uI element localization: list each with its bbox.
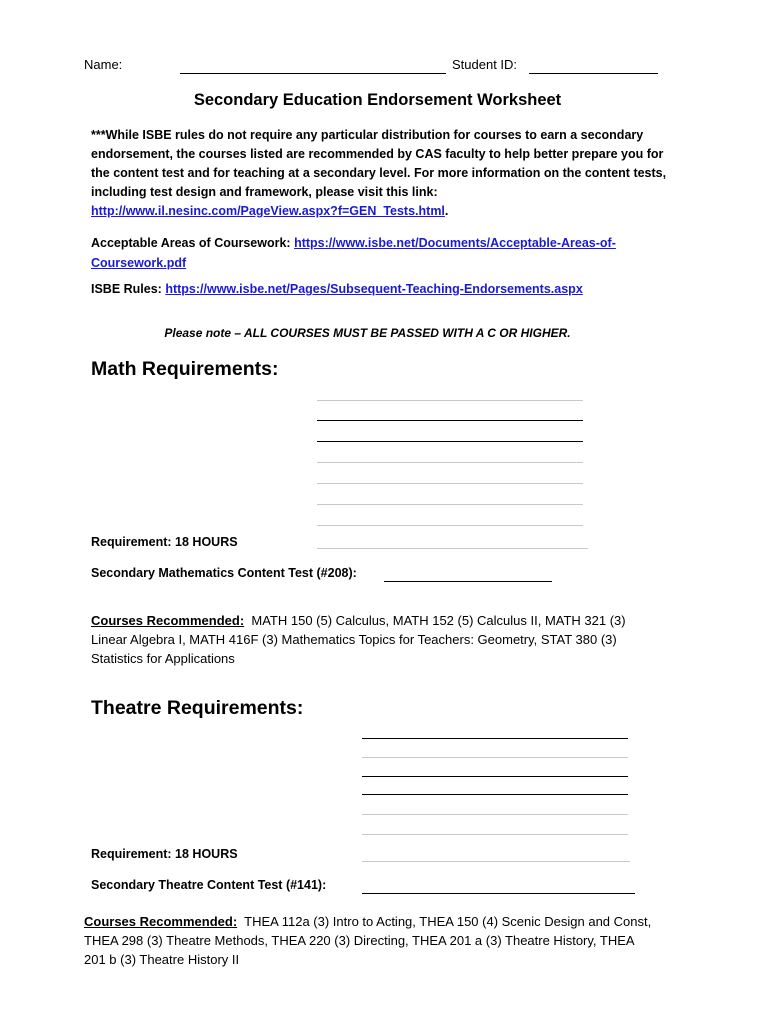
- math-heading: Math Requirements:: [91, 358, 279, 380]
- acceptable-areas: [91, 233, 671, 273]
- acceptable-areas-label: Acceptable Areas of Coursework:: [91, 236, 295, 250]
- math-course-line[interactable]: [317, 441, 583, 442]
- math-course-line[interactable]: [317, 420, 583, 421]
- math-content-test-label: Secondary Mathematics Content Test (#208):: [91, 566, 357, 580]
- math-courses-label: Courses Recommended:: [91, 613, 245, 628]
- theatre-course-line[interactable]: [362, 814, 628, 815]
- student-id-label: Student ID:: [452, 57, 518, 72]
- theatre-hours-line[interactable]: [362, 861, 630, 862]
- isbe-rules-label: ISBE Rules:: [91, 282, 166, 296]
- theatre-course-line[interactable]: [362, 738, 628, 739]
- isbe-rules: [91, 282, 691, 296]
- theatre-heading: Theatre Requirements:: [91, 697, 304, 719]
- theatre-courses-recommended: [84, 912, 654, 969]
- intro-paragraph: [91, 126, 671, 221]
- student-id-field[interactable]: [529, 73, 658, 74]
- math-requirement: Requirement: 18 HOURS: [91, 535, 238, 549]
- math-course-line[interactable]: [317, 483, 583, 484]
- name-field[interactable]: [180, 73, 446, 74]
- theatre-course-line[interactable]: [362, 794, 628, 795]
- math-courses-text: MATH 150 (5) Calculus, MATH 152 (5) Calculus II, MATH 321 (3) Linear Algebra I, MATH 416F (3) Mathematics Topics for Teachers: Geometry, STAT 380 (3) Statistics for Applications: [91, 613, 626, 666]
- math-content-test-field[interactable]: [384, 581, 552, 582]
- math-course-line[interactable]: [317, 400, 583, 401]
- page-title: Secondary Education Endorsement Worksheet: [193, 91, 562, 109]
- theatre-content-test-field[interactable]: [362, 893, 635, 894]
- intro-text: ***While ISBE rules do not require any particular distribution for courses to earn a secondary endorsement, the courses listed are recommended by CAS faculty to help better prepare you for the content test and for teaching at a secondary level. For more information on the content tests, including test design and framework, please visit this link:: [91, 128, 667, 199]
- theatre-courses-label: Courses Recommended:: [84, 914, 238, 929]
- isbe-rules-link[interactable]: https://www.isbe.net/Pages/Subsequent-Teaching-Endorsements.aspx: [165, 282, 583, 296]
- theatre-course-line[interactable]: [362, 834, 628, 835]
- theatre-courses-text: THEA 112a (3) Intro to Acting, THEA 150 (4) Scenic Design and Const, THEA 298 (3) Theatre Methods, THEA 220 (3) Directing, THEA 201 a (3) Theatre History, THEA 201 b (3) Theatre History II: [84, 914, 652, 967]
- content-tests-link[interactable]: http://www.il.nesinc.com/PageView.aspx?f=GEN_Tests.html: [91, 204, 445, 218]
- math-hours-line[interactable]: [317, 548, 588, 549]
- math-course-line[interactable]: [317, 525, 583, 526]
- theatre-content-test-label: Secondary Theatre Content Test (#141):: [91, 878, 327, 892]
- theatre-course-line[interactable]: [362, 776, 628, 777]
- theatre-course-line[interactable]: [362, 757, 628, 758]
- intro-period: .: [444, 204, 449, 218]
- math-course-line[interactable]: [317, 504, 583, 505]
- math-course-line[interactable]: [317, 462, 583, 463]
- name-label: Name:: [84, 57, 123, 72]
- math-courses-recommended: [91, 611, 661, 668]
- theatre-requirement: Requirement: 18 HOURS: [91, 847, 238, 861]
- acceptable-areas-link[interactable]: https://www.isbe.net/Documents/Acceptable-Areas-of-Coursework.pdf: [91, 236, 616, 270]
- pass-note: Please note – ALL COURSES MUST BE PASSED WITH A C OR HIGHER.: [164, 326, 571, 340]
